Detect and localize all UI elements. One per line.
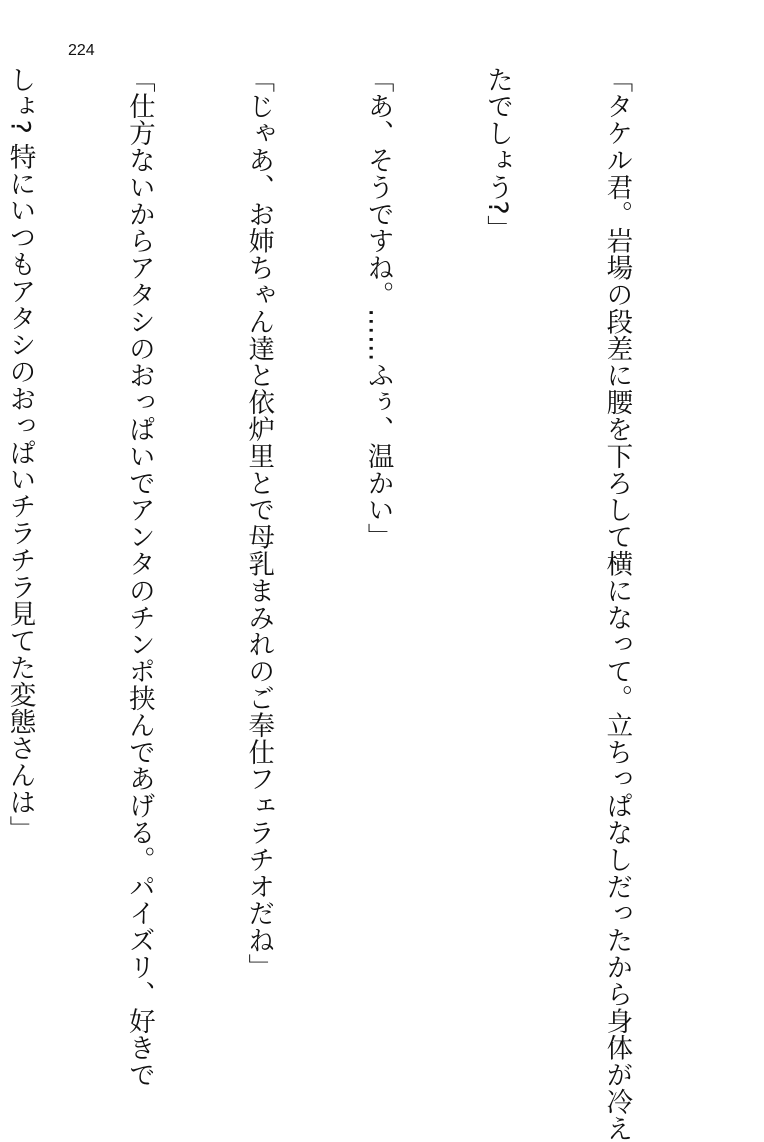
- text-line: しょ? 特にいつもアタシのおっぱいチラチラ見てた変態さんは」: [4, 66, 36, 843]
- text-line: 「仕方ないからアタシのおっぱいでアンタのチンポ挟んであげる。パイズリ、好きで: [123, 66, 155, 1089]
- text-line: 「あ、そうですね。……ふぅ、温かい」: [362, 66, 394, 551]
- text-line: 「じゃあ、お姉ちゃん達と依炉里とで母乳まみれのご奉仕フェラチオだね」: [243, 66, 275, 981]
- page-number: 224: [68, 42, 95, 59]
- text-line: たでしょう?」: [482, 66, 514, 242]
- novel-text-body: [0, 66, 716, 1142]
- text-line: 「タケル君。岩場の段差に腰を下ろして横になって。立ちっぱなしだったから身体が冷え: [601, 66, 633, 1142]
